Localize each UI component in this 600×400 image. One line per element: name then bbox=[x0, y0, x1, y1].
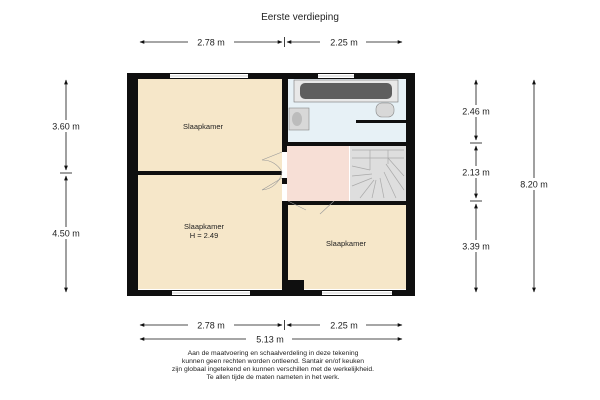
disclaimer-line: zijn globaal ingetekend en kunnen verschillen met de werkelijkheid. bbox=[171, 366, 375, 373]
dim-total-height: 8.20 m bbox=[520, 179, 548, 190]
dim-bottom-left: 2.78 m bbox=[197, 320, 225, 331]
disclaimer bbox=[172, 350, 374, 381]
dim-top-right: 2.25 m bbox=[330, 37, 358, 48]
bottom-dimension-rows bbox=[140, 319, 402, 345]
room-label-top-left: Slaapkamer bbox=[182, 122, 224, 131]
right-dimension-column bbox=[454, 80, 556, 292]
floor-plan-body bbox=[127, 73, 415, 296]
room-label-bottom-right: Slaapkamer bbox=[325, 239, 367, 248]
room-stairs bbox=[350, 146, 406, 201]
disclaimer-line: Aan de maatvoering en schaalverdeling in deze tekening bbox=[187, 350, 359, 357]
dim-total-width: 5.13 m bbox=[256, 334, 284, 345]
dim-left-lower: 4.50 m bbox=[52, 228, 80, 239]
left-dimension-column bbox=[44, 80, 88, 292]
top-dimension-row bbox=[140, 36, 402, 48]
room-landing bbox=[287, 146, 349, 201]
dim-left-upper: 3.60 m bbox=[52, 121, 80, 132]
dim-right-upper: 2.46 m bbox=[462, 106, 490, 117]
dim-right-middle: 2.13 m bbox=[462, 167, 490, 178]
dim-right-lower: 3.39 m bbox=[462, 241, 490, 252]
plan-title: Eerste verdieping bbox=[261, 12, 339, 23]
disclaimer-line: kunnen geen rechten worden ontleend. Santair en/of keuken bbox=[181, 358, 365, 365]
washbasin-icon bbox=[289, 108, 309, 130]
dim-top-left: 2.78 m bbox=[197, 37, 225, 48]
disclaimer-line: Te allen tijde de maten nameten in het werk. bbox=[206, 374, 340, 381]
bathtub-icon bbox=[294, 80, 398, 102]
room-label-bottom-left: Slaapkamer bbox=[183, 222, 225, 231]
toilet-icon bbox=[376, 103, 394, 117]
dim-bottom-right: 2.25 m bbox=[330, 320, 358, 331]
room-height-note: H = 2.49 bbox=[189, 231, 219, 240]
